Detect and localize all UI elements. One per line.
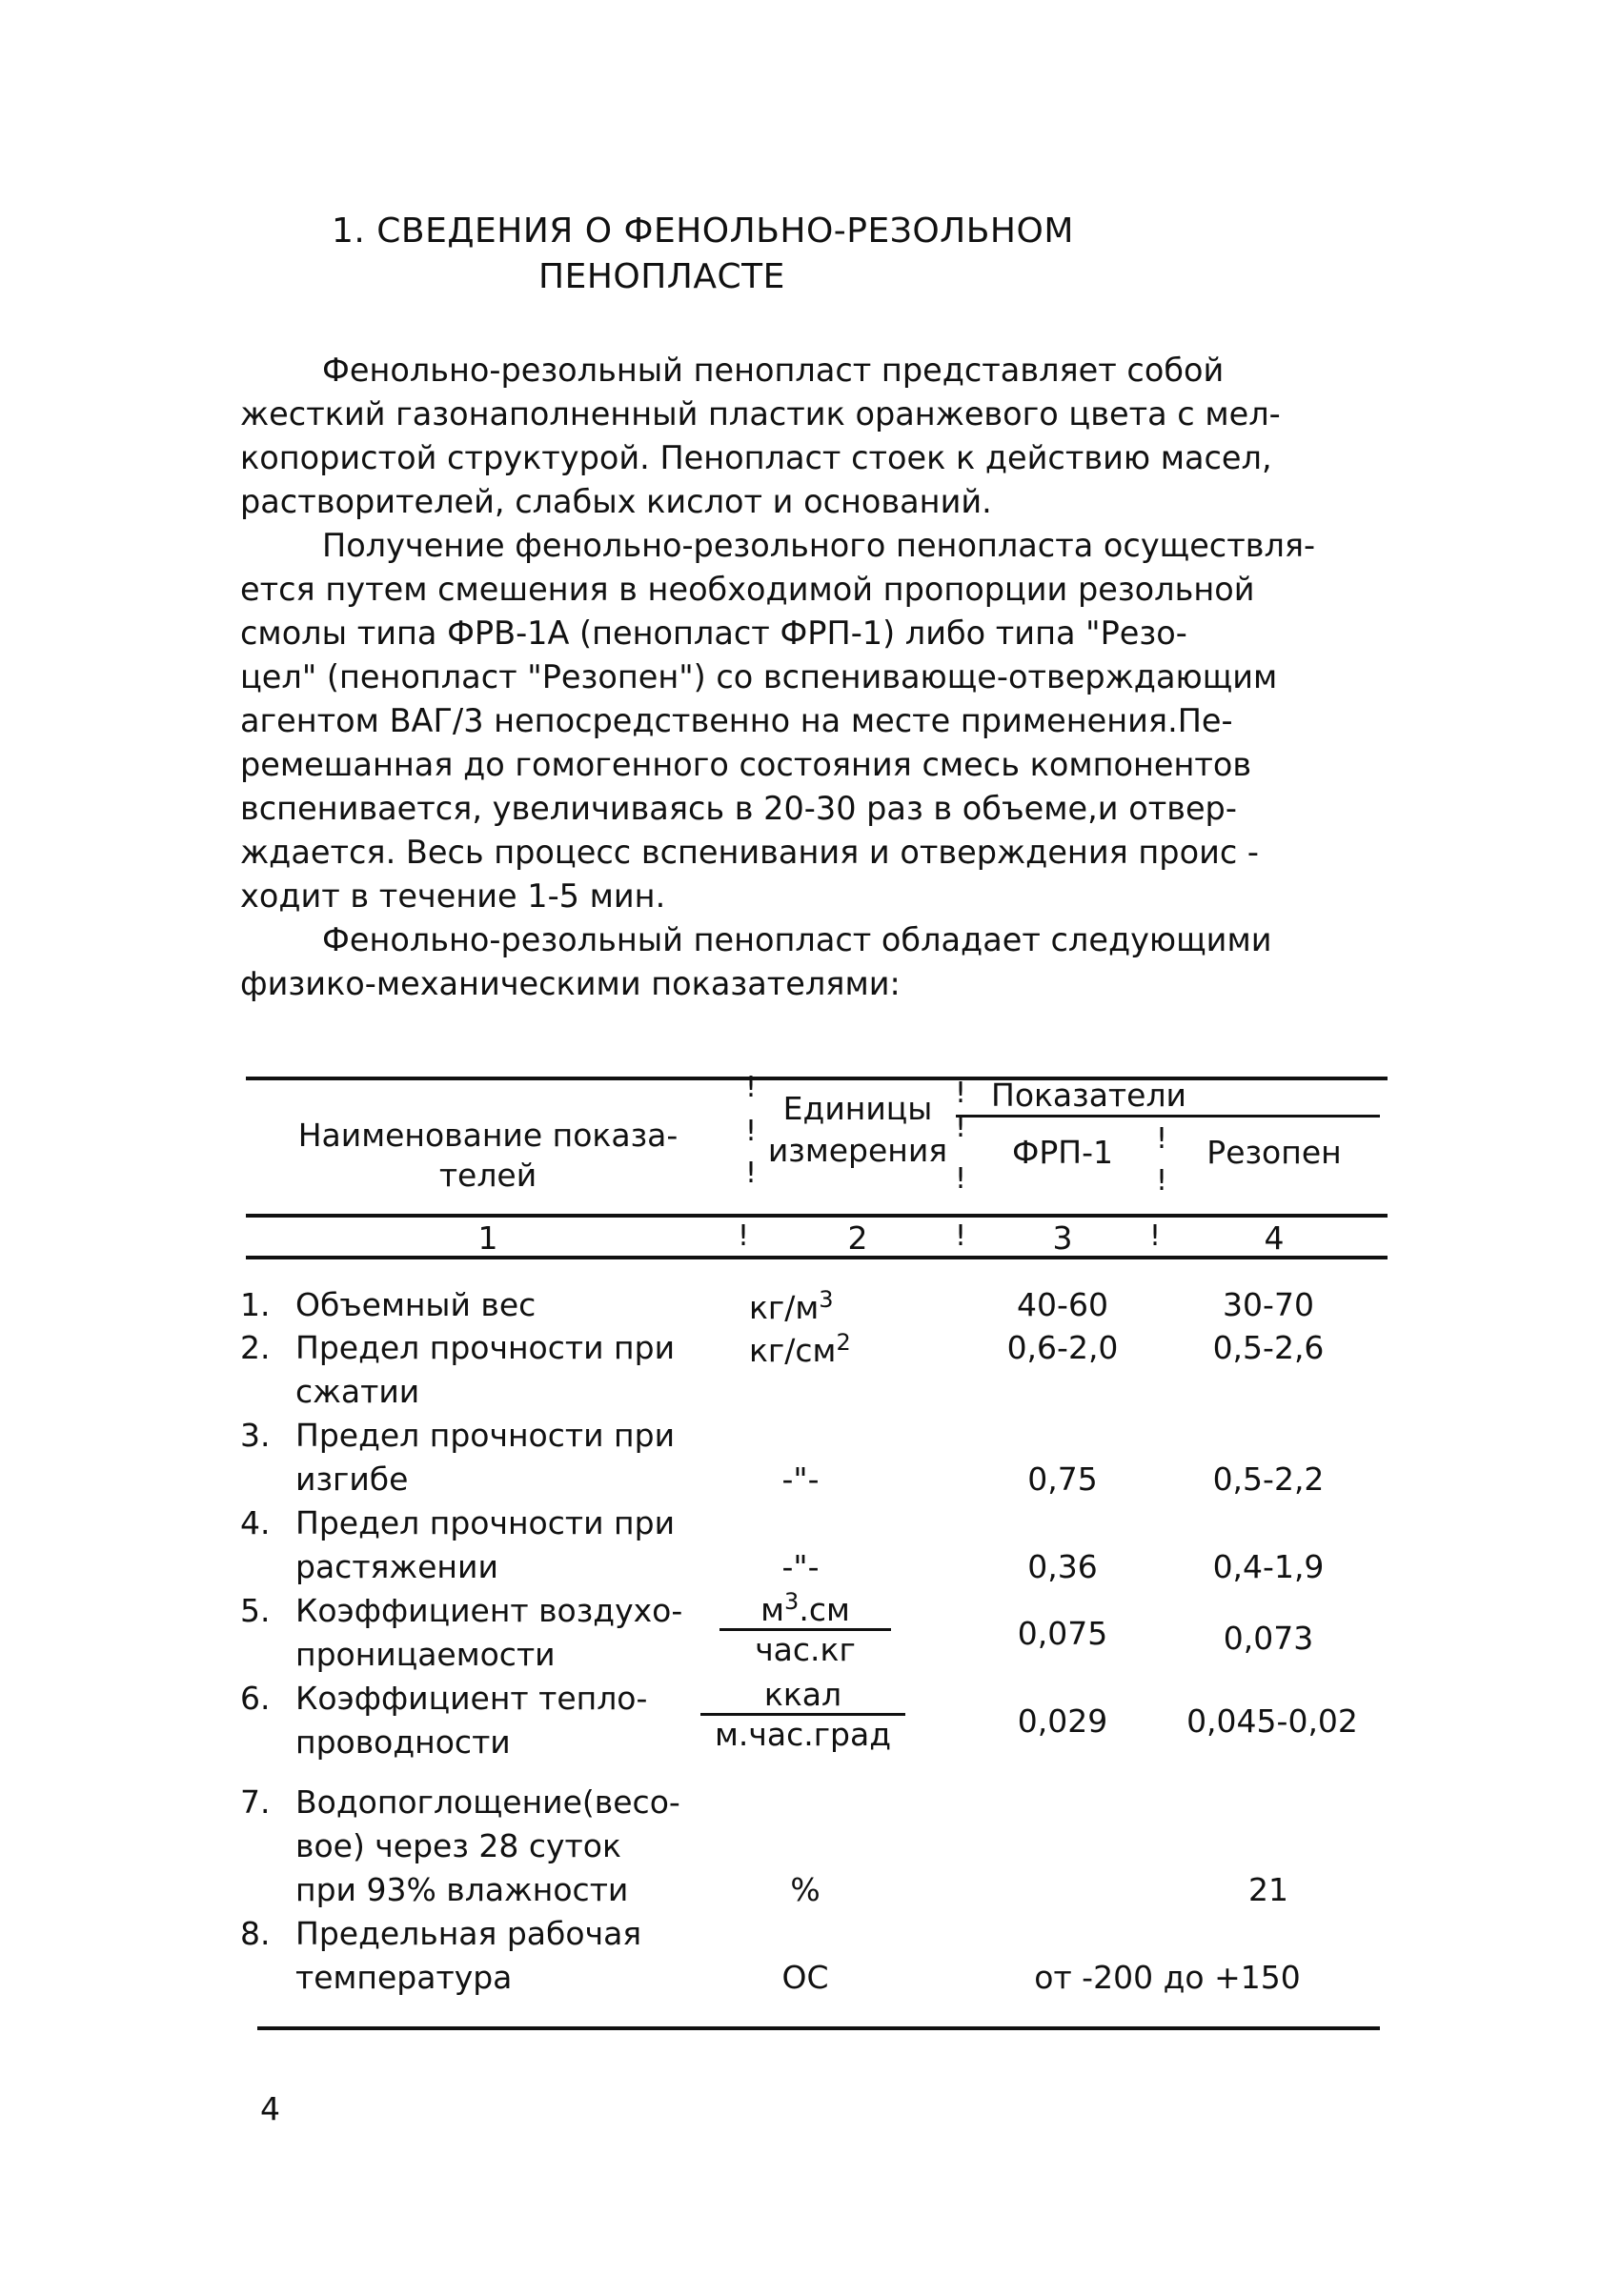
row-frp-value: 0,6-2,0 xyxy=(1006,1329,1119,1366)
paragraph-1-line-4: растворителей, слабых кислот и оснований. xyxy=(240,483,992,520)
paragraph-1-line-3: копористой структурой. Пенопласт стоек к действию масел, xyxy=(240,439,1272,476)
paragraph-2-line-4: цел" (пенопласт "Резопен") со вспенивающе-отверждающим xyxy=(240,658,1278,695)
paragraph-2-line-8: ждается. Весь процесс вспенивания и отверждения проис - xyxy=(240,834,1259,871)
header-bottom-rule xyxy=(246,1214,1388,1218)
row-name-line: Коэффициент воздухо- xyxy=(295,1592,683,1629)
row-name-line: сжатии xyxy=(295,1373,420,1410)
row-name-line: Объемный вес xyxy=(295,1286,537,1323)
row-number: 1. xyxy=(240,1286,271,1323)
row-number: 3. xyxy=(240,1417,271,1454)
row-name-line: Предельная рабочая xyxy=(295,1915,642,1952)
row-number: 7. xyxy=(240,1783,271,1821)
row-name-line: Предел прочности при xyxy=(295,1504,676,1541)
row-name-line: проницаемости xyxy=(295,1636,556,1673)
row-rezopen-value: 0,5-2,2 xyxy=(1212,1460,1325,1498)
table-top-rule xyxy=(246,1077,1388,1080)
table-bottom-rule xyxy=(257,2026,1380,2030)
paragraph-2-line-9: ходит в течение 1-5 мин. xyxy=(240,877,666,915)
row-unit: ОС xyxy=(781,1959,829,1996)
header-name-line1: Наименование показа- xyxy=(297,1117,679,1154)
paragraph-3-line-2: физико-механическими показателями: xyxy=(240,965,901,1002)
row-number: 5. xyxy=(240,1592,271,1629)
row-name-line: изгибе xyxy=(295,1460,409,1498)
paragraph-2-line-2: ется путем смешения в необходимой пропорции резольной xyxy=(240,571,1255,608)
row-unit: -"- xyxy=(781,1548,820,1585)
header-units-line1: Единицы xyxy=(782,1090,933,1127)
header-separator-mark: ! xyxy=(955,1111,967,1144)
header-separator-mark: ! xyxy=(745,1071,758,1104)
row-number: 2. xyxy=(240,1329,271,1366)
row-rezopen-value: 30-70 xyxy=(1223,1286,1314,1323)
column-number-separator: ! xyxy=(955,1219,967,1253)
paragraph-2-line-5: агентом ВАГ/3 непосредственно на месте применения.Пе- xyxy=(240,702,1233,739)
header-units-line2: измерения xyxy=(767,1132,948,1169)
header-frp: ФРП-1 xyxy=(1011,1134,1114,1171)
header-separator-mark: ! xyxy=(955,1162,967,1196)
row-name-line: Предел прочности при xyxy=(295,1329,676,1366)
row-name-line: растяжении xyxy=(295,1548,498,1585)
row-rezopen-value: 0,073 xyxy=(1223,1620,1314,1657)
header-separator-mark: ! xyxy=(1156,1122,1168,1156)
column-number-1: 1 xyxy=(477,1219,498,1257)
row-frp-value: 40-60 xyxy=(1017,1286,1108,1323)
column-number-2: 2 xyxy=(847,1219,868,1257)
header-rezopen: Резопен xyxy=(1206,1134,1342,1171)
paragraph-2-line-6: ремешанная до гомогенного состояния смесь компонентов xyxy=(240,746,1252,783)
row-number: 8. xyxy=(240,1915,271,1952)
header-separator-mark: ! xyxy=(745,1115,758,1148)
row-unit: % xyxy=(790,1871,821,1908)
row-unit: $кг/м^3$ xyxy=(749,1286,834,1326)
column-number-separator: ! xyxy=(738,1219,750,1253)
row-number: 6. xyxy=(240,1680,271,1717)
row-frp-value: 0,36 xyxy=(1027,1548,1098,1585)
header-separator-mark: ! xyxy=(1156,1164,1168,1198)
row-name-line: вое) через 28 суток xyxy=(295,1827,621,1864)
paragraph-3-line-1: Фенольно-резольный пенопласт обладает следующими xyxy=(322,921,1272,958)
row-name-line: Коэффициент тепло- xyxy=(295,1680,648,1717)
row-unit: -"- xyxy=(781,1460,820,1498)
row-unit-fraction: $\frac{\text{ккал}}{\text{м.час.град}}$ xyxy=(700,1676,905,1753)
column-number-3: 3 xyxy=(1052,1219,1073,1257)
paragraph-2-line-1: Получение фенольно-резольного пенопласта осуществля- xyxy=(322,527,1316,564)
paragraph-2-line-3: смолы типа ФРВ-1А (пенопласт ФРП-1) либо типа "Резо- xyxy=(240,614,1187,652)
row-number: 4. xyxy=(240,1504,271,1541)
row-unit: $кг/см^2$ xyxy=(749,1329,851,1369)
paragraph-2-line-7: вспенивается, увеличиваясь в 20-30 раз в объеме,и отвер- xyxy=(240,790,1237,827)
paragraph-1-line-1: Фенольно-резольный пенопласт представляет собой xyxy=(322,352,1225,389)
row-name-line: при 93% влажности xyxy=(295,1871,629,1908)
row-unit-fraction: $\frac{м^3.см}{\text{час.кг}}$ xyxy=(719,1588,891,1668)
header-separator-mark: ! xyxy=(955,1077,967,1110)
row-rezopen-value: 21 xyxy=(1248,1871,1288,1908)
row-name-line: температура xyxy=(295,1959,513,1996)
paragraph-1-line-2: жесткий газонаполненный пластик оранжевого цвета с мел- xyxy=(240,395,1281,433)
row-temperature-range: от -200 до +150 xyxy=(1034,1959,1301,1996)
row-rezopen-value: 0,5-2,6 xyxy=(1212,1329,1325,1366)
indicators-underline xyxy=(956,1115,1380,1118)
header-indicators: Показатели xyxy=(991,1077,1186,1114)
column-number-4: 4 xyxy=(1264,1219,1285,1257)
header-name-line2: телей xyxy=(438,1157,537,1194)
section-title-line1: 1. СВЕДЕНИЯ О ФЕНОЛЬНО-РЕЗОЛЬНОМ xyxy=(332,211,1074,251)
row-rezopen-value: 0,4-1,9 xyxy=(1212,1548,1325,1585)
column-number-separator: ! xyxy=(1149,1219,1162,1253)
page-number: 4 xyxy=(260,2090,280,2127)
row-name-line: проводности xyxy=(295,1723,511,1761)
row-frp-value: 0,075 xyxy=(1017,1615,1108,1652)
row-rezopen-value: 0,045-0,02 xyxy=(1186,1702,1358,1740)
header-separator-mark: ! xyxy=(745,1157,758,1190)
row-frp-value: 0,029 xyxy=(1017,1702,1108,1740)
row-name-line: Предел прочности при xyxy=(295,1417,676,1454)
section-title-line2: ПЕНОПЛАСТЕ xyxy=(538,257,785,296)
row-name-line: Водопоглощение(весо- xyxy=(295,1783,680,1821)
row-frp-value: 0,75 xyxy=(1027,1460,1098,1498)
